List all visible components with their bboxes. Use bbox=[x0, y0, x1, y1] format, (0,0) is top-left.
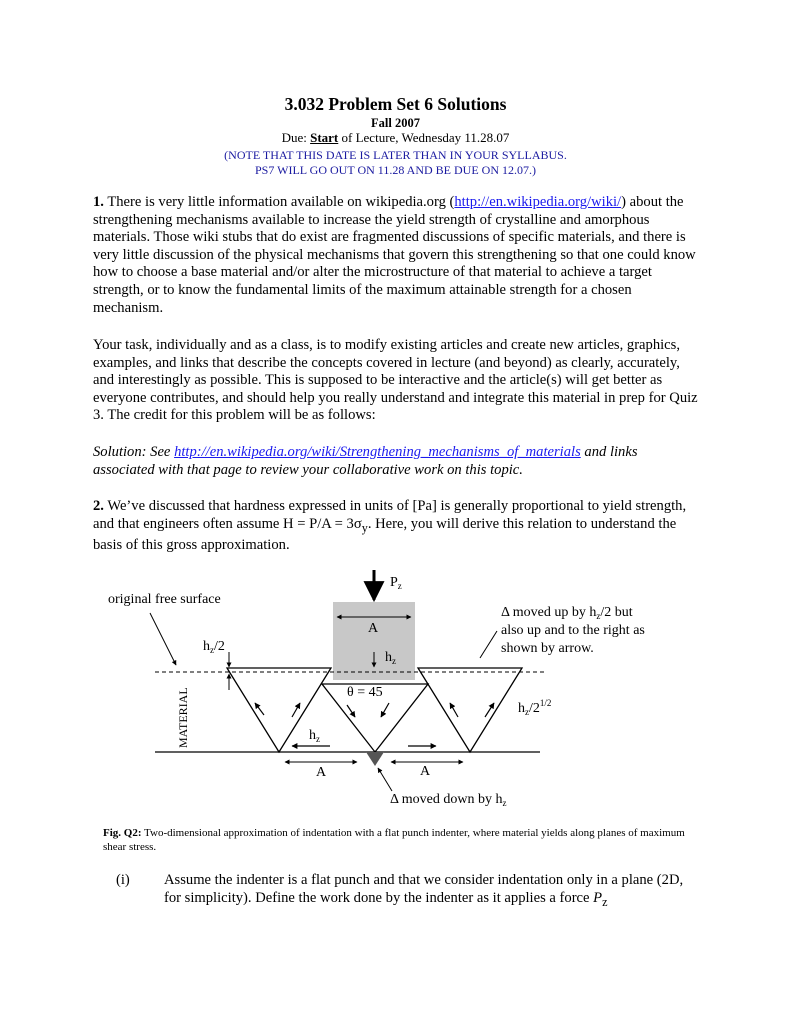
moved-down-pointer bbox=[378, 768, 392, 791]
moved-down-label: Δ moved down by $h_z$ bbox=[390, 792, 507, 808]
right-triangle-arrow-1 bbox=[450, 703, 458, 717]
solution-prefix: Solution: See bbox=[93, 444, 175, 460]
center-triangle-arrow-2 bbox=[381, 703, 389, 717]
hz-label: $h_z$ bbox=[385, 650, 396, 666]
item-i-force: P bbox=[593, 889, 603, 906]
question-2-number: 2. bbox=[93, 498, 104, 514]
figure-caption bbox=[103, 826, 703, 854]
moved-up-label-3: shown by arrow. bbox=[501, 641, 594, 656]
question-1-text-b: ) about the strengthening mechanisms available to increase the yield strength of crystalline and amorphous materials. Those wiki stubs that do exist are fragmented discussions of specific materials, and there is very little discussion of the physical mechanisms that govern this strengthening so that one could know how to choose a base material and/or alter the microstructure of that material to achieve a target strength, or to know the fundamental limits of the maximum attainable strength for a chosen mechanism. bbox=[93, 194, 696, 316]
note-line-1: (NOTE THAT THIS DATE IS LATER THAN IN YOUR SYLLABUS. bbox=[224, 148, 567, 162]
due-start: Start bbox=[310, 130, 339, 145]
question-1-text-a: There is very little information available on wikipedia.org ( bbox=[103, 194, 455, 210]
material-label: MATERIAL bbox=[176, 687, 190, 748]
right-triangle bbox=[418, 668, 522, 752]
due-suffix: of Lecture, Wednesday 11.28.07 bbox=[341, 130, 510, 145]
strengthening-mechanisms-link[interactable]: http://en.wikipedia.org/wiki/Strengthening_mechanisms_of_materials bbox=[174, 444, 581, 460]
hz-half-label: $h_z/2$ bbox=[203, 639, 225, 655]
moved-up-label-2: also up and to the right as bbox=[501, 623, 645, 638]
wikipedia-link[interactable]: http://en.wikipedia.org/wiki/ bbox=[454, 194, 622, 210]
displaced-wedge bbox=[366, 752, 384, 766]
solution-suffix: and links associated with that page to review your collaborative work on this topic. bbox=[93, 444, 638, 478]
left-triangle-arrow-2 bbox=[292, 703, 300, 717]
force-label: $P_z$ bbox=[390, 575, 402, 591]
punch-area-label: A bbox=[368, 621, 379, 636]
sigma-subscript: y bbox=[361, 520, 368, 535]
original-surface-label: original free surface bbox=[108, 592, 221, 607]
caption-text: Two-dimensional approximation of indentation with a flat punch indenter, where material yields along planes of maximum shear stress. bbox=[103, 827, 685, 853]
item-i-body: Assume the indenter is a flat punch and that we consider indentation only in a plane (2D, for simplicity). Define the work done by the indenter as it applies a force bbox=[164, 872, 684, 906]
task-paragraph: Your task, individually and as a class, is to modify existing articles and create new articles, graphics, examples, and links that describe the concepts covered in lecture (and beyond) as clearly, accurately, and interestingly as possible. This is supposed to be interactive and the article(s) will get better as everyone contributes, and should help you really understand and integrate this material in prep for Quiz 3. The credit for this problem will be as follows: bbox=[93, 337, 698, 424]
note-line-2: PS7 WILL GO OUT ON 11.28 AND BE DUE ON 12.07.) bbox=[255, 163, 536, 177]
caption-prefix: Fig. Q2: bbox=[103, 827, 142, 839]
theta-label: θ = 45 bbox=[347, 685, 383, 700]
moved-up-label-1: Δ moved up by $h_z/2$ but bbox=[501, 605, 633, 621]
center-triangle-arrow-1 bbox=[347, 705, 355, 717]
right-area-label: A bbox=[420, 764, 431, 779]
left-triangle-arrow-1 bbox=[255, 703, 264, 715]
left-area-label: A bbox=[316, 765, 327, 780]
item-i-text bbox=[164, 872, 694, 911]
question-2-text-a: We’ve discussed that hardness expressed in units of [Pa] is generally proportional to yield strength, and that engineers often assume H = P/A = 3σ bbox=[93, 498, 687, 532]
question-1-number: 1. bbox=[93, 194, 104, 210]
document-title: 3.032 Problem Set 6 Solutions bbox=[284, 94, 507, 114]
due-prefix: Due: bbox=[281, 130, 307, 145]
question-2-text-b: . Here, you will derive this relation to understand the basis of this gross approximation. bbox=[93, 515, 677, 554]
item-i-number: (i) bbox=[116, 872, 130, 888]
surface-pointer bbox=[150, 613, 176, 665]
punch-body bbox=[333, 602, 415, 680]
moved-up-pointer bbox=[480, 631, 497, 658]
diagonal-length-label: $h_z/2^{1/2}$ bbox=[518, 698, 552, 717]
hz-bottom-label: $h_z$ bbox=[309, 728, 320, 744]
item-i-force-sub: z bbox=[602, 894, 608, 909]
term-label: Fall 2007 bbox=[371, 116, 420, 130]
